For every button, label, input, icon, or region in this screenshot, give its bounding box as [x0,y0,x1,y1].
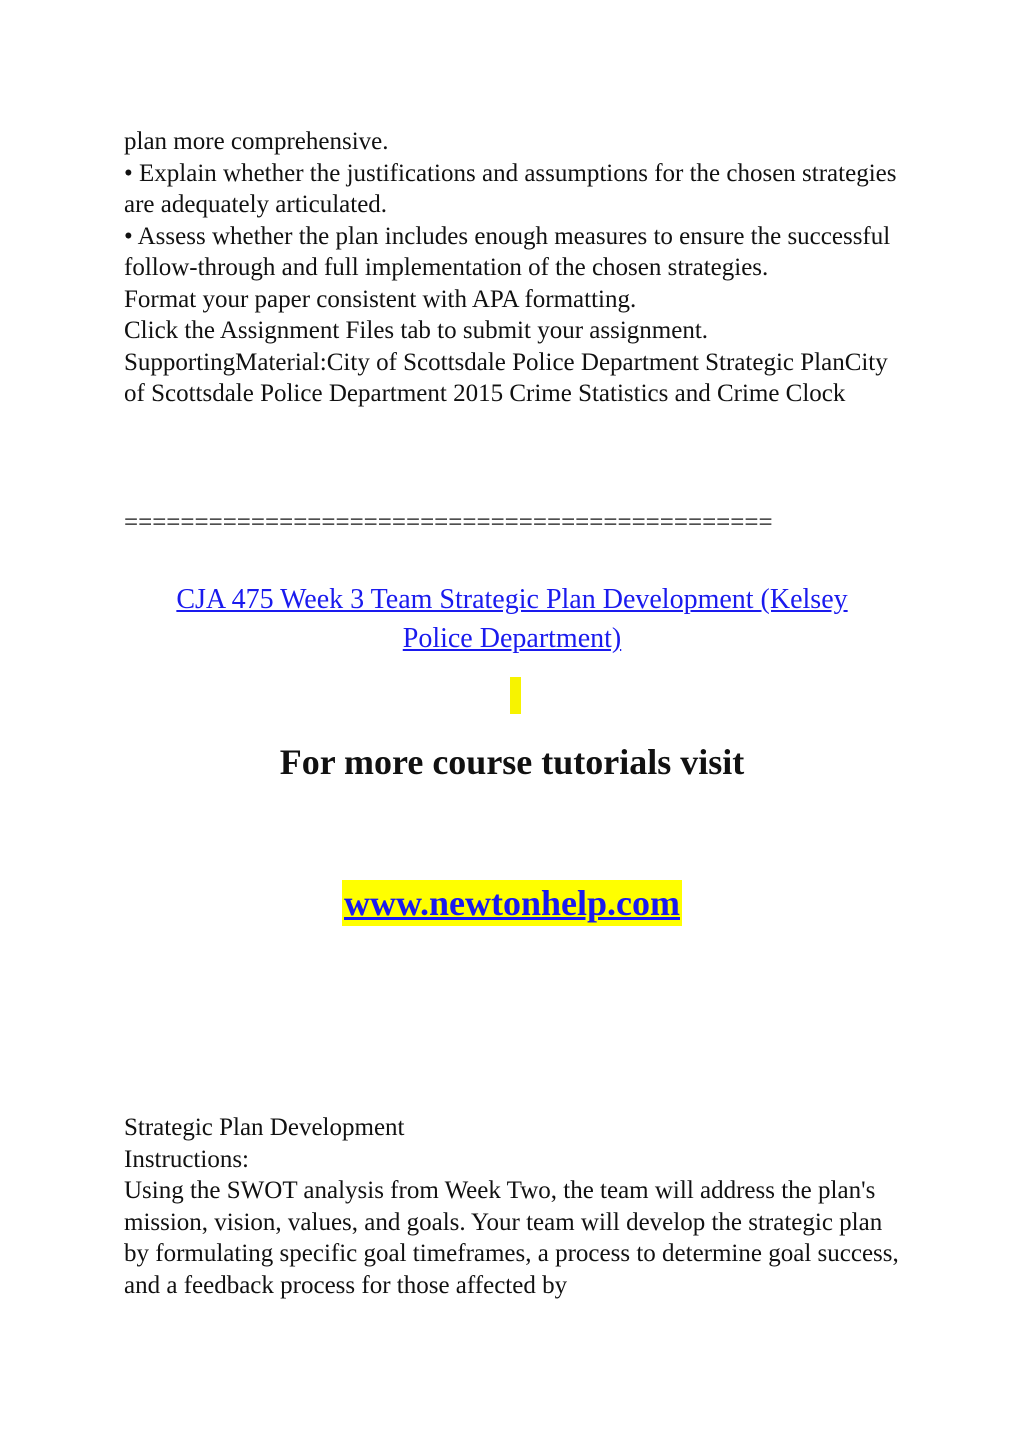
requirement-bullet-measures: • Assess whether the plan includes enough measures to ensure the successful follow-through and full implementation of the chosen strategies. [124,222,891,281]
requirement-bullet-justifications: • Explain whether the justifications and assumptions for the chosen strategies are adequately articulated. [124,159,897,218]
instructions-body: Using the SWOT analysis from Week Two, the team will address the plan's mission, vision, values, and goals. Your team will develop the strategic plan by formulating specific goal timeframes, a process to determine goal success, and a feedback process for those affected by [124,1177,899,1299]
strategic-plan-instructions [124,1112,904,1301]
format-instruction: Format your paper consistent with APA formatting. [124,285,637,313]
course-title-line-1[interactable]: CJA 475 Week 3 Team Strategic Plan Development (Kelsey [176,584,848,615]
section-separator: ============================================== [124,509,773,536]
promo-site-container [0,880,1024,926]
requirement-line: plan more comprehensive. [124,128,389,155]
course-title-link[interactable] [100,580,924,658]
supporting-material: SupportingMaterial:City of Scottsdale Police Department Strategic PlanCity of Scottsdale Police Department 2015 Crime Statistics and Crime Clock [124,348,888,407]
submit-instruction: Click the Assignment Files tab to submit your assignment. [124,317,709,344]
assignment-requirements [124,126,904,410]
course-title-line-2[interactable]: Police Department) [402,623,622,654]
text-cursor-highlight [510,677,521,714]
section-heading: Strategic Plan Development [124,1114,405,1141]
website-link[interactable]: www.newtonhelp.com [342,880,682,926]
instructions-label: Instructions: [124,1145,249,1173]
promo-heading: For more course tutorials visit [279,742,745,782]
